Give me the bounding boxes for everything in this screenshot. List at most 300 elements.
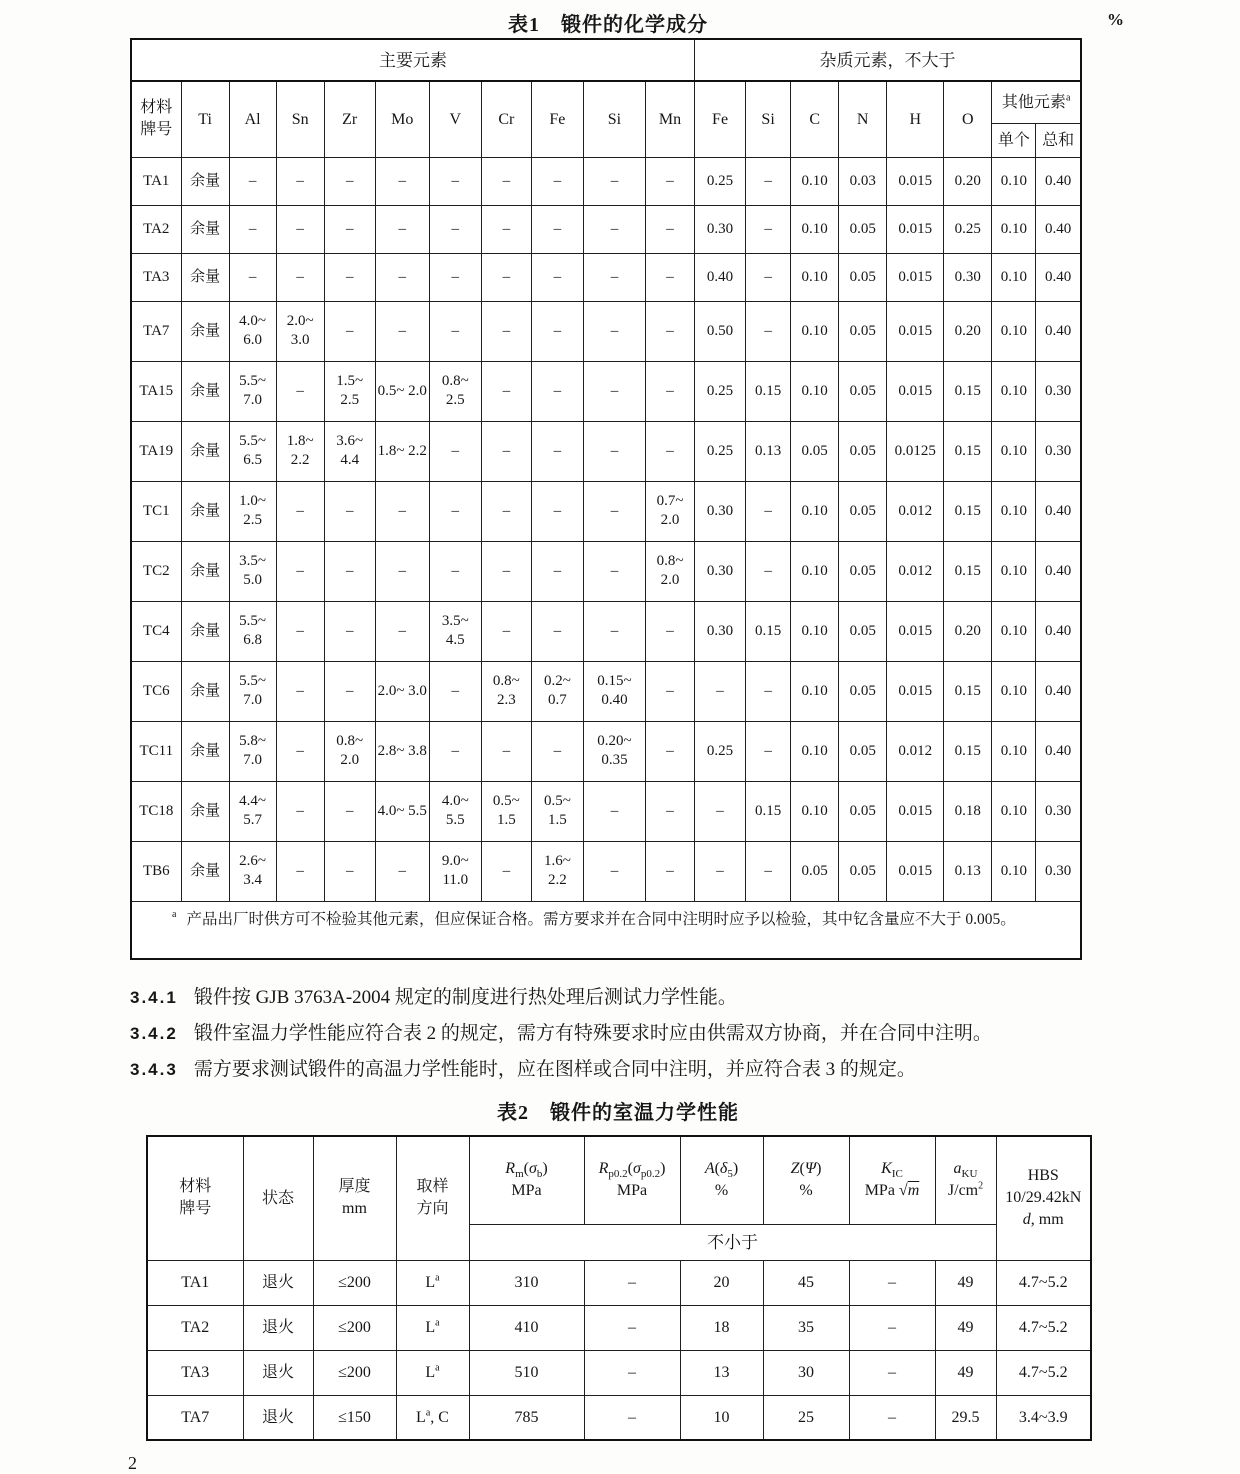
table-cell: 0.15 xyxy=(746,601,791,661)
table-cell: 0.25 xyxy=(695,421,746,481)
table-cell: 0.012 xyxy=(887,481,944,541)
material-grade: TA2 xyxy=(131,205,181,253)
table-row xyxy=(131,601,1081,661)
table-cell: – xyxy=(583,421,645,481)
table-cell: 0.10 xyxy=(992,421,1036,481)
clause-3-4-2 xyxy=(130,1022,1130,1046)
table-cell: 3.5~ 4.5 xyxy=(429,601,481,661)
table-cell: 0.015 xyxy=(887,301,944,361)
table-cell: 0.10 xyxy=(992,721,1036,781)
table-cell: 1.8~ 2.2 xyxy=(375,421,429,481)
table-cell: 0.30 xyxy=(695,205,746,253)
table-cell: – xyxy=(324,253,375,301)
table-cell: – xyxy=(746,841,791,901)
table-cell: 410 xyxy=(469,1305,584,1350)
table-cell: 0.10 xyxy=(791,157,839,205)
material-grade: TA19 xyxy=(131,421,181,481)
table-cell: – xyxy=(229,205,276,253)
clause-text: 需方要求测试锻件的高温力学性能时，应在图样或合同中注明，并应符合表 3 的规定。 xyxy=(193,1059,916,1080)
table1-caption: 表1 锻件的化学成分 xyxy=(508,14,708,36)
table-row xyxy=(131,781,1081,841)
table-cell: 0.05 xyxy=(839,205,887,253)
table-cell: – xyxy=(695,841,746,901)
table-cell: – xyxy=(229,157,276,205)
table-cell: 0.05 xyxy=(839,361,887,421)
table-cell: 1.0~ 2.5 xyxy=(229,481,276,541)
table-cell: $L^a$, C xyxy=(396,1395,469,1440)
table-cell: 3.6~ 4.4 xyxy=(324,421,375,481)
table-cell: ≤200 xyxy=(313,1260,396,1305)
table-row xyxy=(147,1305,1091,1350)
table-cell: 2.6~ 3.4 xyxy=(229,841,276,901)
table-cell: 3.5~ 5.0 xyxy=(229,541,276,601)
table-cell: – xyxy=(276,541,324,601)
impurities-group-header: 杂质元素，不大于 xyxy=(695,39,1081,81)
table-cell: 0.0125 xyxy=(887,421,944,481)
table-cell: 4.0~ 5.5 xyxy=(429,781,481,841)
table-cell: 0.10 xyxy=(992,541,1036,601)
table-cell: 余量 xyxy=(181,781,229,841)
table-cell: – xyxy=(583,841,645,901)
material-grade-header: 材料 牌号 xyxy=(147,1136,243,1260)
table-cell: 0.50 xyxy=(695,301,746,361)
table-cell: 0.05 xyxy=(839,421,887,481)
table-cell: 2.0~ 3.0 xyxy=(375,661,429,721)
table-cell: – xyxy=(375,253,429,301)
table-cell: – xyxy=(583,253,645,301)
table-cell: 0.20 xyxy=(944,301,992,361)
table-cell: 49 xyxy=(935,1260,996,1305)
table-cell: 5.8~ 7.0 xyxy=(229,721,276,781)
table-cell: 3.4~3.9 xyxy=(996,1395,1091,1440)
table-cell: 退火 xyxy=(243,1350,313,1395)
table-cell: – xyxy=(584,1395,680,1440)
table-cell: – xyxy=(324,541,375,601)
table-cell: 0.015 xyxy=(887,841,944,901)
table-cell: 0.03 xyxy=(839,157,887,205)
table-row xyxy=(131,481,1081,541)
material-grade: TA7 xyxy=(147,1395,243,1440)
table-cell: 0.25 xyxy=(695,157,746,205)
table-cell: 0.10 xyxy=(992,253,1036,301)
table-cell: 1.8~ 2.2 xyxy=(276,421,324,481)
table-cell: – xyxy=(429,481,481,541)
table-cell: – xyxy=(583,781,645,841)
table-cell: 0.13 xyxy=(746,421,791,481)
table-cell: 510 xyxy=(469,1350,584,1395)
clause-number: 3.4.1 xyxy=(130,988,178,1007)
table-cell: 0.20 xyxy=(944,157,992,205)
table-cell: 0.30 xyxy=(695,481,746,541)
table-cell: 0.015 xyxy=(887,157,944,205)
table-cell: 0.10 xyxy=(992,781,1036,841)
clauses-section xyxy=(130,986,1130,1082)
column-header-imp-o: O xyxy=(944,81,992,157)
table-cell: – xyxy=(276,481,324,541)
table-cell: 余量 xyxy=(181,661,229,721)
table-cell: 0.15 xyxy=(944,481,992,541)
table-cell: 0.015 xyxy=(887,781,944,841)
table-cell: 0.05 xyxy=(839,541,887,601)
material-grade: TA1 xyxy=(147,1260,243,1305)
impact-toughness-header: $a_{KU}$ $J/cm^2$ xyxy=(935,1136,996,1224)
table-cell: – xyxy=(583,541,645,601)
table-cell: 0.05 xyxy=(839,481,887,541)
page-number: 2 xyxy=(128,1453,137,1473)
table-cell: – xyxy=(429,421,481,481)
table-row xyxy=(131,361,1081,421)
material-grade: TA3 xyxy=(131,253,181,301)
table-cell: – xyxy=(481,157,531,205)
column-header-imp-h: H xyxy=(887,81,944,157)
column-header-imp-si: Si xyxy=(746,81,791,157)
table1-group-header-row xyxy=(131,39,1081,81)
reduction-of-area-header: Z(Ψ) % xyxy=(763,1136,849,1224)
column-header-sn: Sn xyxy=(276,81,324,157)
table-cell: – xyxy=(324,157,375,205)
table-cell: 0.015 xyxy=(887,253,944,301)
table-cell: 2.0~ 3.0 xyxy=(276,301,324,361)
table-cell: – xyxy=(583,601,645,661)
table-cell: 0.10 xyxy=(791,781,839,841)
material-grade-header: 材料 牌号 xyxy=(131,81,181,157)
table-cell: 10 xyxy=(680,1395,763,1440)
table-cell: – xyxy=(746,157,791,205)
table-row xyxy=(131,253,1081,301)
table-cell: $L^a$ xyxy=(396,1350,469,1395)
table-cell: 49 xyxy=(935,1350,996,1395)
table-cell: – xyxy=(645,781,694,841)
table-cell: 1.6~ 2.2 xyxy=(531,841,583,901)
table-cell: – xyxy=(531,205,583,253)
table-cell: 0.2~ 0.7 xyxy=(531,661,583,721)
table-cell: 余量 xyxy=(181,205,229,253)
table-cell: 0.40 xyxy=(1036,481,1081,541)
table-cell: 0.25 xyxy=(944,205,992,253)
chemical-composition-table xyxy=(130,38,1082,960)
table-cell: 0.05 xyxy=(839,661,887,721)
table-cell: – xyxy=(746,541,791,601)
table-cell: – xyxy=(276,205,324,253)
table-cell: – xyxy=(583,157,645,205)
table-cell: – xyxy=(229,253,276,301)
material-grade: TC6 xyxy=(131,661,181,721)
table-cell: – xyxy=(584,1305,680,1350)
table-cell: 余量 xyxy=(181,253,229,301)
tensile-strength-header: $R_m(\sigma_b)$ MPa xyxy=(469,1136,584,1224)
column-header-zr: Zr xyxy=(324,81,375,157)
material-grade: TA3 xyxy=(147,1350,243,1395)
table-cell: 余量 xyxy=(181,541,229,601)
table-cell: 0.5~ 1.5 xyxy=(481,781,531,841)
table-cell: 0.30 xyxy=(1036,421,1081,481)
table-cell: – xyxy=(481,721,531,781)
table-cell: 0.05 xyxy=(839,721,887,781)
table-cell: 0.7~ 2.0 xyxy=(645,481,694,541)
table-cell: 4.7~5.2 xyxy=(996,1305,1091,1350)
table-cell: 0.10 xyxy=(992,661,1036,721)
single-other-header: 单个 xyxy=(992,123,1036,157)
table-cell: – xyxy=(375,481,429,541)
table-cell: – xyxy=(849,1395,935,1440)
column-header-cr: Cr xyxy=(481,81,531,157)
clause-3-4-3 xyxy=(130,1058,1130,1082)
table-cell: – xyxy=(645,361,694,421)
table-cell: 0.40 xyxy=(1036,253,1081,301)
table-cell: – xyxy=(695,661,746,721)
table-cell: 0.10 xyxy=(791,601,839,661)
table-cell: – xyxy=(324,301,375,361)
table-cell: 余量 xyxy=(181,721,229,781)
table-cell: – xyxy=(531,301,583,361)
table-cell: – xyxy=(375,601,429,661)
table-cell: 0.10 xyxy=(791,661,839,721)
table-cell: – xyxy=(583,361,645,421)
table-cell: 2.8~ 3.8 xyxy=(375,721,429,781)
table-cell: – xyxy=(481,205,531,253)
table2-body xyxy=(147,1260,1091,1440)
thickness-header: 厚度 mm xyxy=(313,1136,396,1260)
table-cell: $L^a$ xyxy=(396,1305,469,1350)
table-cell: 0.012 xyxy=(887,541,944,601)
table-cell: – xyxy=(429,205,481,253)
table-cell: 0.40 xyxy=(1036,205,1081,253)
table-cell: 0.015 xyxy=(887,661,944,721)
table-cell: 0.10 xyxy=(791,301,839,361)
table-cell: 0.40 xyxy=(695,253,746,301)
table-cell: 4.7~5.2 xyxy=(996,1260,1091,1305)
table-cell: – xyxy=(746,661,791,721)
table-cell: 0.30 xyxy=(1036,361,1081,421)
state-header: 状态 xyxy=(243,1136,313,1260)
clause-number: 3.4.2 xyxy=(130,1024,178,1043)
table-cell: 0.30 xyxy=(1036,841,1081,901)
table-row xyxy=(131,661,1081,721)
table-cell: – xyxy=(375,541,429,601)
material-grade: TA7 xyxy=(131,301,181,361)
column-header-imp-c: C xyxy=(791,81,839,157)
table-cell: 30 xyxy=(763,1350,849,1395)
table-cell: – xyxy=(324,205,375,253)
table-cell: – xyxy=(746,253,791,301)
table-row xyxy=(131,421,1081,481)
table-cell: 余量 xyxy=(181,481,229,541)
table-cell: 20 xyxy=(680,1260,763,1305)
table-cell: – xyxy=(645,601,694,661)
table-cell: 0.5~ 2.0 xyxy=(375,361,429,421)
fracture-toughness-header: $K_{IC}$ MPa √m xyxy=(849,1136,935,1224)
table-cell: – xyxy=(746,481,791,541)
table-cell: 0.15 xyxy=(944,361,992,421)
material-grade: TC11 xyxy=(131,721,181,781)
table-cell: 0.15 xyxy=(944,721,992,781)
clause-text: 锻件按 GJB 3763A-2004 规定的制度进行热处理后测试力学性能。 xyxy=(193,987,737,1008)
table-cell: 余量 xyxy=(181,421,229,481)
table-cell: 0.15 xyxy=(944,421,992,481)
material-grade: TA15 xyxy=(131,361,181,421)
table-cell: 18 xyxy=(680,1305,763,1350)
table-cell: 0.8~ 2.5 xyxy=(429,361,481,421)
table2-caption: 表2 锻件的室温力学性能 xyxy=(497,1102,739,1124)
table-cell: $L^a$ xyxy=(396,1260,469,1305)
table-cell: – xyxy=(849,1260,935,1305)
table-cell: 0.05 xyxy=(791,421,839,481)
table-cell: 0.10 xyxy=(992,841,1036,901)
table-cell: – xyxy=(375,841,429,901)
clause-text: 锻件室温力学性能应符合表 2 的规定，需方有特殊要求时应由供需双方协商，并在合同中注明。 xyxy=(193,1023,992,1044)
table-cell: – xyxy=(746,301,791,361)
table-cell: – xyxy=(429,541,481,601)
table-cell: 13 xyxy=(680,1350,763,1395)
table-cell: 0.25 xyxy=(695,361,746,421)
table-cell: ≤200 xyxy=(313,1350,396,1395)
table-cell: 0.15~ 0.40 xyxy=(583,661,645,721)
table-cell: – xyxy=(324,601,375,661)
table1-unit-label: % xyxy=(1107,10,1124,29)
table-cell: 9.0~ 11.0 xyxy=(429,841,481,901)
table-cell: – xyxy=(531,601,583,661)
table-cell: – xyxy=(481,253,531,301)
table1-footnote-row xyxy=(131,901,1081,959)
table-cell: – xyxy=(324,781,375,841)
table-cell: – xyxy=(849,1350,935,1395)
material-grade: TC1 xyxy=(131,481,181,541)
table-cell: 0.8~ 2.0 xyxy=(645,541,694,601)
table-cell: – xyxy=(481,481,531,541)
table-cell: 退火 xyxy=(243,1260,313,1305)
table-cell: 0.30 xyxy=(695,601,746,661)
table-cell: – xyxy=(645,301,694,361)
table-cell: – xyxy=(429,661,481,721)
column-header-imp-n: N xyxy=(839,81,887,157)
table-cell: – xyxy=(276,601,324,661)
material-grade: TA1 xyxy=(131,157,181,205)
material-grade: TC2 xyxy=(131,541,181,601)
table-row xyxy=(147,1395,1091,1440)
table-cell: – xyxy=(276,157,324,205)
table-cell: – xyxy=(276,841,324,901)
table1-caption-row xyxy=(130,8,1124,38)
table-cell: – xyxy=(849,1305,935,1350)
table-cell: – xyxy=(481,301,531,361)
table-row xyxy=(131,841,1081,901)
table-cell: – xyxy=(531,481,583,541)
table-cell: – xyxy=(645,661,694,721)
table-cell: – xyxy=(531,157,583,205)
not-less-than-header: 不小于 xyxy=(469,1224,996,1260)
table1-footnote xyxy=(131,901,1081,959)
table-cell: 0.30 xyxy=(695,541,746,601)
table-cell: 0.15 xyxy=(944,541,992,601)
table-cell: 0.5~ 1.5 xyxy=(531,781,583,841)
table-cell: – xyxy=(481,361,531,421)
table-cell: 0.15 xyxy=(746,781,791,841)
table-cell: – xyxy=(324,481,375,541)
table-cell: 5.5~ 6.5 xyxy=(229,421,276,481)
table-cell: – xyxy=(375,205,429,253)
table-cell: 余量 xyxy=(181,601,229,661)
table-cell: 0.05 xyxy=(791,841,839,901)
table-cell: 0.015 xyxy=(887,361,944,421)
table-cell: 0.012 xyxy=(887,721,944,781)
table-cell: 余量 xyxy=(181,361,229,421)
column-header-ti: Ti xyxy=(181,81,229,157)
material-grade: TA2 xyxy=(147,1305,243,1350)
table-cell: 25 xyxy=(763,1395,849,1440)
table-cell: 0.10 xyxy=(992,301,1036,361)
table-row xyxy=(131,205,1081,253)
table-row xyxy=(147,1350,1091,1395)
column-header-imp-fe: Fe xyxy=(695,81,746,157)
table-cell: 0.40 xyxy=(1036,601,1081,661)
table-cell: – xyxy=(429,301,481,361)
table-cell: 0.10 xyxy=(791,205,839,253)
table-cell: 0.10 xyxy=(791,721,839,781)
table-cell: 0.30 xyxy=(1036,781,1081,841)
table-cell: 0.40 xyxy=(1036,541,1081,601)
material-grade: TC4 xyxy=(131,601,181,661)
table-cell: 49 xyxy=(935,1305,996,1350)
table-cell: 785 xyxy=(469,1395,584,1440)
table-cell: 0.015 xyxy=(887,205,944,253)
table-cell: – xyxy=(645,841,694,901)
table-cell: – xyxy=(645,721,694,781)
table-cell: 退火 xyxy=(243,1395,313,1440)
table-cell: 0.10 xyxy=(992,361,1036,421)
table-cell: ≤200 xyxy=(313,1305,396,1350)
material-grade: TB6 xyxy=(131,841,181,901)
table-cell: – xyxy=(531,721,583,781)
table-cell: – xyxy=(584,1260,680,1305)
table-cell: 0.18 xyxy=(944,781,992,841)
footnote-text: 产品出厂时供方可不检验其他元素，但应保证合格。需方要求并在合同中注明时应予以检验，其中钇含量应不大于 0.005。 xyxy=(186,910,1016,928)
table-cell: – xyxy=(481,421,531,481)
column-header-si: Si xyxy=(583,81,645,157)
table-cell: 0.8~ 2.0 xyxy=(324,721,375,781)
table-row xyxy=(147,1260,1091,1305)
table-cell: – xyxy=(583,205,645,253)
table-cell: – xyxy=(531,421,583,481)
yield-strength-header: $R_{p0.2}(\sigma_{p0.2})$ MPa xyxy=(584,1136,680,1224)
table-cell: 0.25 xyxy=(695,721,746,781)
table-cell: – xyxy=(531,253,583,301)
table-cell: 0.10 xyxy=(992,205,1036,253)
table-cell: – xyxy=(429,253,481,301)
column-header-mn: Mn xyxy=(645,81,694,157)
table-cell: – xyxy=(695,781,746,841)
table-cell: – xyxy=(276,253,324,301)
table-cell: 0.10 xyxy=(992,481,1036,541)
table-cell: 45 xyxy=(763,1260,849,1305)
main-elements-group-header: 主要元素 xyxy=(131,39,695,81)
table-cell: 0.13 xyxy=(944,841,992,901)
table-cell: 0.05 xyxy=(839,301,887,361)
table-cell: 0.20~ 0.35 xyxy=(583,721,645,781)
table-row xyxy=(131,541,1081,601)
table-cell: – xyxy=(583,301,645,361)
table-cell: – xyxy=(645,157,694,205)
total-other-header: 总和 xyxy=(1036,123,1081,157)
table-cell: 5.5~ 7.0 xyxy=(229,361,276,421)
table-cell: ≤150 xyxy=(313,1395,396,1440)
table-cell: – xyxy=(375,157,429,205)
hardness-header: HBS 10/29.42kN d, mm xyxy=(996,1136,1091,1260)
table-cell: 35 xyxy=(763,1305,849,1350)
table-cell: – xyxy=(481,841,531,901)
table-cell: 0.10 xyxy=(791,481,839,541)
table-cell: 0.10 xyxy=(992,157,1036,205)
table2-header-row xyxy=(147,1136,1091,1224)
